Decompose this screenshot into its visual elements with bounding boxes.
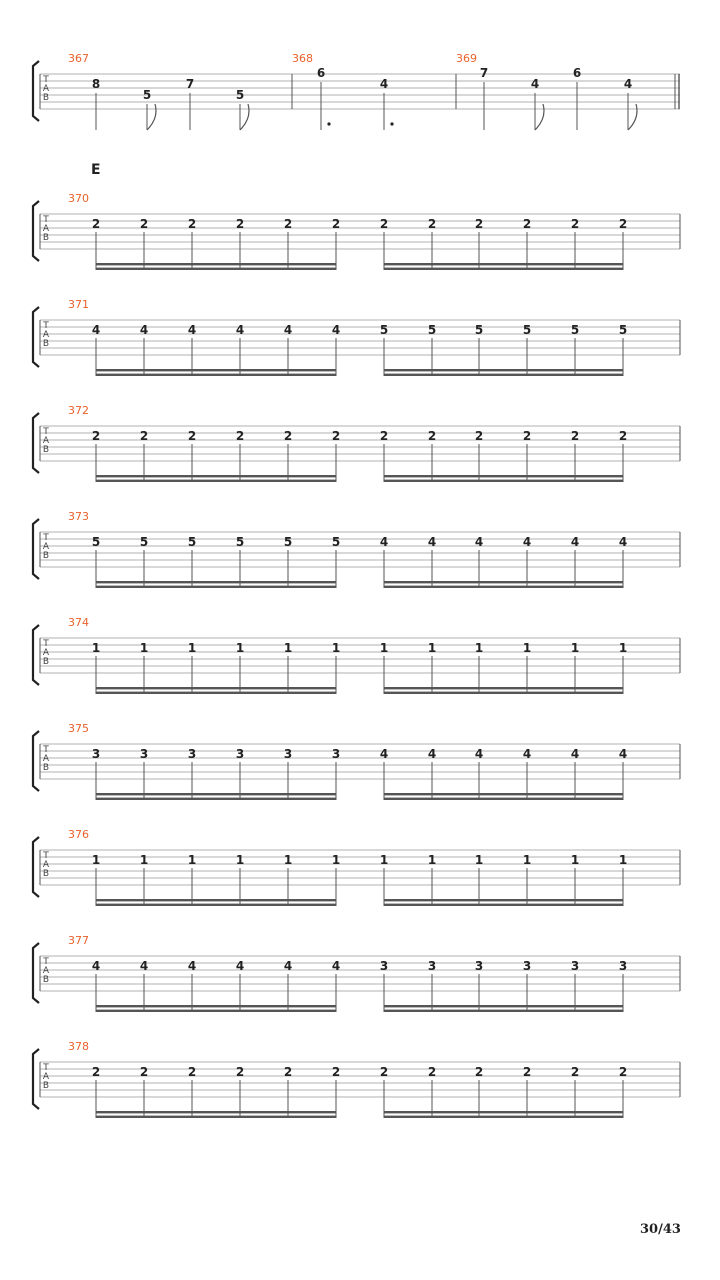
beam xyxy=(96,586,336,588)
measure-number: 370 xyxy=(68,192,89,205)
fret-number: 3 xyxy=(474,959,484,973)
fret-number: 2 xyxy=(379,1065,389,1079)
fret-number: 1 xyxy=(139,641,149,655)
fret-number: 2 xyxy=(187,217,197,231)
beam xyxy=(384,374,623,376)
beam xyxy=(96,268,336,270)
tab-clef-letter: A xyxy=(42,966,50,976)
fret-number: 4 xyxy=(91,323,101,337)
fret-number: 5 xyxy=(522,323,532,337)
fret-number: 1 xyxy=(283,853,293,867)
tab-clef-letter: B xyxy=(42,445,50,455)
fret-number: 2 xyxy=(570,429,580,443)
tab-clef-letter: B xyxy=(42,233,50,243)
beam xyxy=(384,581,623,583)
system-bracket xyxy=(33,201,39,261)
tab-clef-letter: A xyxy=(42,84,50,94)
note-flag xyxy=(628,104,637,130)
system-bracket xyxy=(33,519,39,579)
fret-number: 1 xyxy=(331,853,341,867)
beam xyxy=(96,475,336,477)
fret-number: 1 xyxy=(283,641,293,655)
fret-number: 2 xyxy=(283,429,293,443)
note-flag xyxy=(240,104,249,130)
fret-number: 4 xyxy=(618,747,628,761)
fret-number: 5 xyxy=(142,88,152,102)
fret-number: 6 xyxy=(316,66,326,80)
fret-number: 5 xyxy=(379,323,389,337)
fret-number: 1 xyxy=(618,641,628,655)
measure-number: 375 xyxy=(68,722,89,735)
measure-number: 372 xyxy=(68,404,89,417)
tab-clef-letter: B xyxy=(42,551,50,561)
fret-number: 2 xyxy=(235,1065,245,1079)
fret-number: 2 xyxy=(618,429,628,443)
beam xyxy=(96,1010,336,1012)
tab-clef-letter: T xyxy=(43,215,49,225)
fret-number: 1 xyxy=(618,853,628,867)
fret-number: 3 xyxy=(427,959,437,973)
tab-clef-letter: T xyxy=(43,639,49,649)
beam xyxy=(384,1111,623,1113)
tab-clef-letter: T xyxy=(43,321,49,331)
fret-number: 4 xyxy=(331,323,341,337)
beam xyxy=(96,687,336,689)
tab-clef-letter: T xyxy=(43,957,49,967)
fret-number: 2 xyxy=(235,429,245,443)
fret-number: 2 xyxy=(474,1065,484,1079)
fret-number: 2 xyxy=(379,429,389,443)
beam xyxy=(384,268,623,270)
fret-number: 4 xyxy=(187,323,197,337)
fret-number: 3 xyxy=(91,747,101,761)
measure-number: 371 xyxy=(68,298,89,311)
measure-number: 378 xyxy=(68,1040,89,1053)
fret-number: 1 xyxy=(474,853,484,867)
beam xyxy=(96,692,336,694)
tab-clef-letter: A xyxy=(42,330,50,340)
fret-number: 2 xyxy=(570,217,580,231)
fret-number: 2 xyxy=(618,1065,628,1079)
tab-clef-letter: A xyxy=(42,860,50,870)
fret-number: 1 xyxy=(474,641,484,655)
beam xyxy=(96,1111,336,1113)
fret-number: 2 xyxy=(331,217,341,231)
system-bracket xyxy=(33,837,39,897)
fret-number: 2 xyxy=(139,217,149,231)
beam xyxy=(384,899,623,901)
system-bracket xyxy=(33,413,39,473)
fret-number: 7 xyxy=(185,77,195,91)
tab-system xyxy=(33,1040,680,1118)
fret-number: 7 xyxy=(479,66,489,80)
fret-number: 4 xyxy=(522,747,532,761)
beam xyxy=(384,586,623,588)
tab-system xyxy=(33,934,680,1012)
fret-number: 5 xyxy=(235,88,245,102)
fret-number: 2 xyxy=(235,217,245,231)
tab-system xyxy=(33,722,680,800)
system-bracket xyxy=(33,1049,39,1109)
system-bracket xyxy=(33,731,39,791)
fret-number: 5 xyxy=(235,535,245,549)
system-bracket xyxy=(33,307,39,367)
fret-number: 2 xyxy=(283,1065,293,1079)
tab-clef-letter: T xyxy=(43,427,49,437)
fret-number: 2 xyxy=(427,429,437,443)
measure-number: 374 xyxy=(68,616,89,629)
fret-number: 3 xyxy=(570,959,580,973)
tab-clef-letter: B xyxy=(42,339,50,349)
measure-number: 373 xyxy=(68,510,89,523)
fret-number: 2 xyxy=(427,1065,437,1079)
tab-clef-letter: A xyxy=(42,224,50,234)
fret-number: 3 xyxy=(187,747,197,761)
beam xyxy=(96,904,336,906)
beam xyxy=(384,1005,623,1007)
beam xyxy=(384,1010,623,1012)
tab-system xyxy=(33,298,680,376)
fret-number: 1 xyxy=(139,853,149,867)
fret-number: 4 xyxy=(187,959,197,973)
fret-number: 1 xyxy=(379,641,389,655)
beam xyxy=(96,1005,336,1007)
beam xyxy=(96,793,336,795)
fret-number: 1 xyxy=(187,641,197,655)
fret-number: 1 xyxy=(331,641,341,655)
fret-number: 1 xyxy=(379,853,389,867)
tab-clef-letter: A xyxy=(42,436,50,446)
fret-number: 2 xyxy=(570,1065,580,1079)
fret-number: 4 xyxy=(235,323,245,337)
section-marker: E xyxy=(91,162,101,178)
fret-number: 3 xyxy=(331,747,341,761)
tab-clef-letter: T xyxy=(43,533,49,543)
measure-number: 377 xyxy=(68,934,89,947)
fret-number: 1 xyxy=(235,641,245,655)
fret-number: 2 xyxy=(522,217,532,231)
fret-number: 5 xyxy=(187,535,197,549)
fret-number: 2 xyxy=(331,1065,341,1079)
tab-system xyxy=(33,616,680,694)
fret-number: 1 xyxy=(427,853,437,867)
fret-number: 4 xyxy=(379,77,389,91)
fret-number: 5 xyxy=(427,323,437,337)
beam xyxy=(384,904,623,906)
fret-number: 3 xyxy=(283,747,293,761)
fret-number: 4 xyxy=(427,535,437,549)
beam xyxy=(384,793,623,795)
fret-number: 3 xyxy=(235,747,245,761)
fret-number: 2 xyxy=(474,217,484,231)
tab-clef-letter: B xyxy=(42,657,50,667)
fret-number: 4 xyxy=(474,535,484,549)
fret-number: 4 xyxy=(570,535,580,549)
fret-number: 4 xyxy=(139,959,149,973)
beam xyxy=(96,480,336,482)
fret-number: 4 xyxy=(235,959,245,973)
fret-number: 1 xyxy=(570,641,580,655)
fret-number: 5 xyxy=(570,323,580,337)
fret-number: 3 xyxy=(618,959,628,973)
fret-number: 5 xyxy=(331,535,341,549)
beam xyxy=(384,687,623,689)
beam xyxy=(384,1116,623,1118)
fret-number: 3 xyxy=(379,959,389,973)
fret-number: 4 xyxy=(379,535,389,549)
fret-number: 3 xyxy=(139,747,149,761)
fret-number: 2 xyxy=(474,429,484,443)
tab-clef-letter: B xyxy=(42,763,50,773)
fret-number: 2 xyxy=(283,217,293,231)
system-bracket xyxy=(33,625,39,685)
measure-number: 376 xyxy=(68,828,89,841)
fret-number: 5 xyxy=(618,323,628,337)
page-number: 30/43 xyxy=(640,1222,681,1237)
tab-clef-letter: B xyxy=(42,1081,50,1091)
fret-number: 1 xyxy=(522,641,532,655)
rhythm-dot xyxy=(390,122,393,125)
tab-clef-letter: A xyxy=(42,1072,50,1082)
beam xyxy=(96,581,336,583)
fret-number: 2 xyxy=(522,429,532,443)
fret-number: 3 xyxy=(522,959,532,973)
fret-number: 5 xyxy=(91,535,101,549)
fret-number: 4 xyxy=(139,323,149,337)
note-flag xyxy=(147,104,156,130)
beam xyxy=(384,480,623,482)
beam xyxy=(384,263,623,265)
fret-number: 2 xyxy=(187,429,197,443)
fret-number: 2 xyxy=(379,217,389,231)
fret-number: 4 xyxy=(331,959,341,973)
fret-number: 2 xyxy=(91,429,101,443)
fret-number: 2 xyxy=(522,1065,532,1079)
fret-number: 8 xyxy=(91,77,101,91)
beam xyxy=(384,798,623,800)
tab-clef-letter: T xyxy=(43,745,49,755)
tab-clef-letter: A xyxy=(42,542,50,552)
rhythm-dot xyxy=(327,122,330,125)
tab-system xyxy=(33,828,680,906)
fret-number: 2 xyxy=(139,1065,149,1079)
fret-number: 4 xyxy=(283,323,293,337)
fret-number: 1 xyxy=(91,853,101,867)
fret-number: 4 xyxy=(379,747,389,761)
tab-system xyxy=(33,510,680,588)
fret-number: 4 xyxy=(474,747,484,761)
beam xyxy=(96,374,336,376)
measure-number: 367 xyxy=(68,52,89,65)
fret-number: 4 xyxy=(530,77,540,91)
tab-clef-letter: T xyxy=(43,75,49,85)
measure-number: 368 xyxy=(292,52,313,65)
fret-number: 1 xyxy=(235,853,245,867)
fret-number: 1 xyxy=(91,641,101,655)
tab-clef-letter: T xyxy=(43,851,49,861)
fret-number: 2 xyxy=(91,217,101,231)
fret-number: 4 xyxy=(623,77,633,91)
beam xyxy=(96,263,336,265)
beam xyxy=(96,369,336,371)
tab-system xyxy=(33,192,680,270)
beam xyxy=(96,899,336,901)
tab-system xyxy=(33,404,680,482)
fret-number: 2 xyxy=(187,1065,197,1079)
tab-clef-letter: B xyxy=(42,93,50,103)
fret-number: 2 xyxy=(618,217,628,231)
tab-clef-letter: B xyxy=(42,869,50,879)
fret-number: 1 xyxy=(522,853,532,867)
tab-clef-letter: B xyxy=(42,975,50,985)
system-bracket xyxy=(33,61,39,121)
fret-number: 4 xyxy=(570,747,580,761)
fret-number: 4 xyxy=(427,747,437,761)
fret-number: 1 xyxy=(570,853,580,867)
system-bracket xyxy=(33,943,39,1003)
fret-number: 4 xyxy=(283,959,293,973)
note-flag xyxy=(535,104,544,130)
fret-number: 5 xyxy=(283,535,293,549)
measure-number: 369 xyxy=(456,52,477,65)
fret-number: 2 xyxy=(139,429,149,443)
beam xyxy=(96,798,336,800)
fret-number: 4 xyxy=(522,535,532,549)
fret-number: 2 xyxy=(427,217,437,231)
beam xyxy=(384,369,623,371)
fret-number: 2 xyxy=(91,1065,101,1079)
tab-clef-letter: A xyxy=(42,754,50,764)
beam xyxy=(384,692,623,694)
tab-system xyxy=(33,52,680,130)
fret-number: 1 xyxy=(187,853,197,867)
fret-number: 5 xyxy=(474,323,484,337)
fret-number: 5 xyxy=(139,535,149,549)
fret-number: 1 xyxy=(427,641,437,655)
fret-number: 4 xyxy=(91,959,101,973)
fret-number: 2 xyxy=(331,429,341,443)
tab-clef-letter: A xyxy=(42,648,50,658)
fret-number: 4 xyxy=(618,535,628,549)
beam xyxy=(384,475,623,477)
fret-number: 6 xyxy=(572,66,582,80)
beam xyxy=(96,1116,336,1118)
tab-clef-letter: T xyxy=(43,1063,49,1073)
